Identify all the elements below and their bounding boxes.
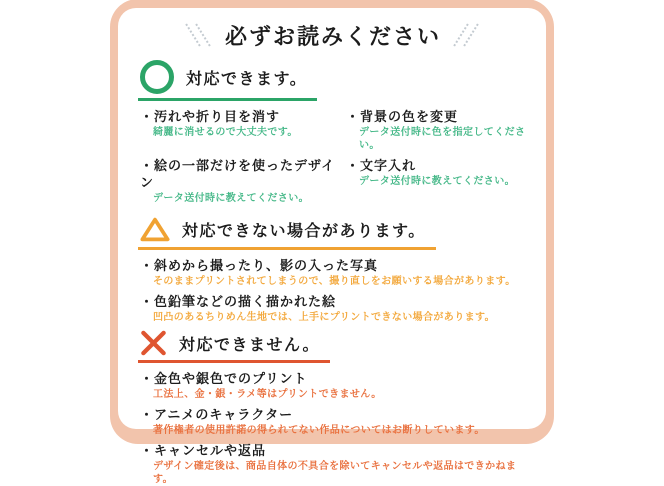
- triangle-caution-icon: [140, 216, 170, 243]
- item-note: データ送付時に教えてください。: [359, 176, 515, 187]
- list-item: [140, 257, 528, 288]
- section-heading: 対応できます。: [186, 70, 308, 88]
- section-supported: [138, 60, 528, 210]
- item-label: ・汚れや折り目を消す: [140, 109, 281, 124]
- section-unsupported-items: [138, 370, 528, 486]
- list-item: [140, 108, 346, 152]
- item-note: データ送付時に色を指定してください。: [359, 127, 526, 151]
- item-note: 綺麗に消せるので大丈夫です。: [153, 127, 298, 138]
- list-item: [346, 108, 528, 152]
- item-label: ・文字入れ: [346, 158, 417, 173]
- dotted-slash-left-icon: [185, 19, 213, 51]
- item-note: 著作権者の使用許諾の得られてない作品についてはお断りしています。: [153, 425, 485, 436]
- item-note: 凹凸のあるちりめん生地では、上手にプリントできない場合があります。: [153, 312, 495, 323]
- item-label: ・斜めから撮ったり、影の入った写真: [140, 258, 379, 273]
- section-supported-items: [138, 108, 528, 210]
- item-label: ・キャンセルや返品: [140, 443, 267, 458]
- dotted-slash-right-icon: [453, 19, 481, 51]
- item-label: ・色鉛筆などの描く描かれた絵: [140, 294, 337, 309]
- list-item: [346, 157, 528, 205]
- section-sometimes-unsupported-items: [138, 257, 528, 324]
- section-heading: 対応できません。: [179, 336, 320, 354]
- section-unsupported: [138, 330, 528, 486]
- item-note: そのままプリントされてしまうので、撮り直しをお願いする場合があります。: [153, 276, 516, 287]
- list-item: [140, 157, 346, 205]
- section-unsupported-header: [138, 330, 330, 363]
- item-label: ・金色や銀色でのプリント: [140, 371, 308, 386]
- list-item: [140, 442, 528, 486]
- x-cross-icon: [140, 330, 167, 356]
- list-item: [140, 293, 528, 324]
- section-sometimes-unsupported: [138, 216, 528, 324]
- item-note: 工法上、金・銀・ラメ等はプリントできません。: [153, 389, 382, 400]
- section-sometimes-unsupported-header: [138, 216, 436, 250]
- item-label: ・アニメのキャラクター: [140, 407, 294, 422]
- page-title: 必ずお読みください: [224, 23, 441, 49]
- item-note: デザイン確定後は、商品自体の不具合を除いてキャンセルや返品はできかねます。: [153, 461, 517, 485]
- content-card: [118, 8, 546, 485]
- section-heading: 対応できない場合があります。: [182, 223, 426, 240]
- title-row: [138, 16, 528, 54]
- item-label: ・背景の色を変更: [346, 109, 459, 124]
- item-note: データ送付時に教えてください。: [153, 193, 309, 204]
- section-supported-header: [138, 60, 317, 101]
- item-label: ・絵の一部だけを使ったデザイン: [140, 158, 336, 190]
- list-item: [140, 370, 528, 401]
- circle-ok-icon: [140, 60, 174, 94]
- salmon-frame: [110, 0, 554, 485]
- list-item: [140, 406, 528, 437]
